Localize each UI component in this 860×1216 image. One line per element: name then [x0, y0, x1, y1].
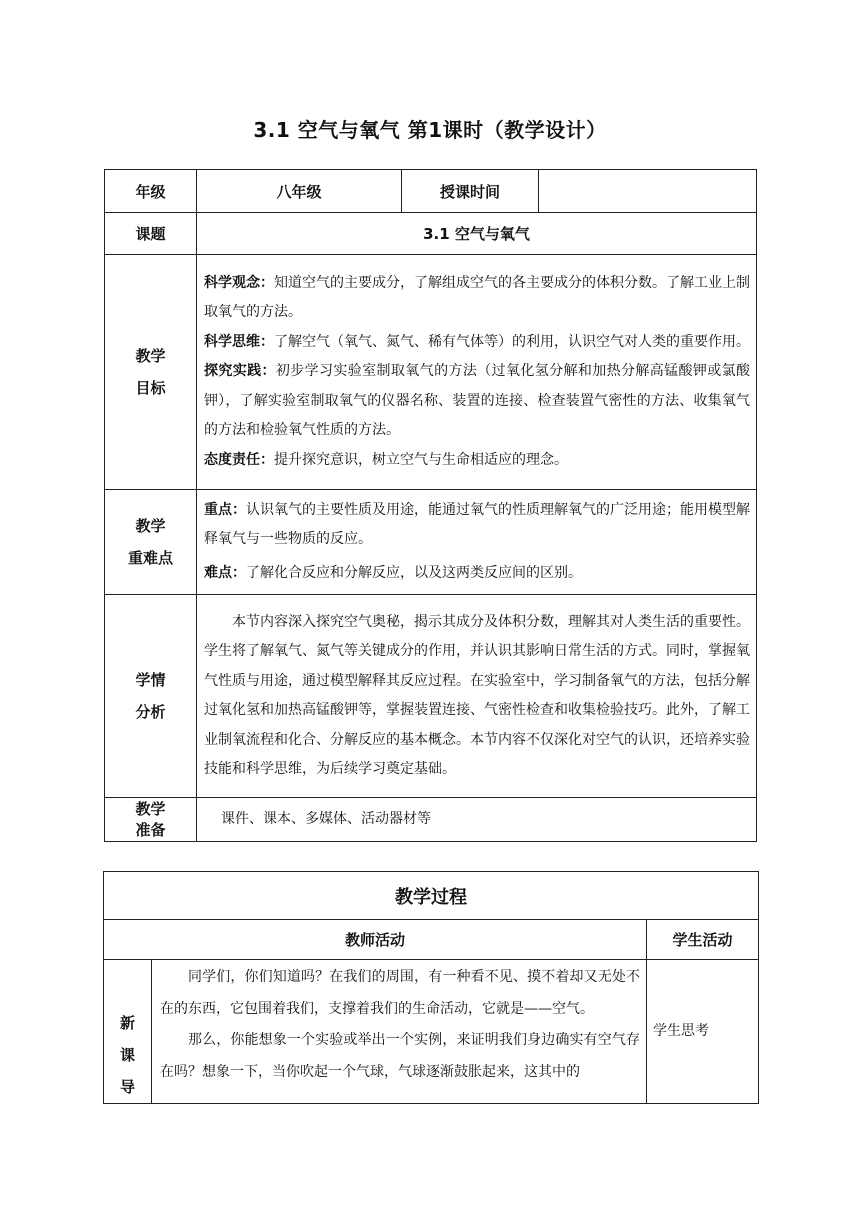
objective-item: 科学观念：知道空气的主要成分，了解组成空气的各主要成分的体积分数。了解工业上制取氧气的方法。: [204, 274, 750, 321]
teacher-paragraph: 同学们，你们知道吗？在我们的周围，有一种看不见、摸不着却又无处不在的东西，它包围着我们，支撑着我们的生命活动，它就是——空气。: [160, 969, 640, 1017]
analysis-label: 学情 分析: [105, 595, 197, 798]
student-activity-content: 学生思考: [647, 960, 759, 1104]
document-title: 3.1 空气与氧气 第1课时（教学设计）: [253, 118, 607, 142]
key-point-item: 重点：认识氧气的主要性质及用途，能通过氧气的性质理解氧气的广泛用途；能用模型解释氧气与一些物质的反应。: [204, 501, 750, 548]
topic-value: 3.1 空气与氧气: [197, 213, 757, 255]
objective-item: 科学思维：了解空气（氧气、氮气、稀有气体等）的利用，认识空气对人类的重要作用。: [204, 333, 750, 350]
grade-label: 年级: [105, 170, 197, 213]
time-label: 授课时间: [402, 170, 539, 213]
lesson-info-table: [104, 169, 757, 842]
teacher-activity-header: 教师活动: [104, 920, 647, 960]
difficulty-item: 难点：了解化合反应和分解反应，以及这两类反应间的区别。: [204, 564, 582, 581]
objective-item: 态度责任：提升探究意识，树立空气与生命相适应的理念。: [204, 451, 568, 468]
preparation-content: 课件、课本、多媒体、活动器材等: [197, 798, 757, 842]
objectives-label: 教学 目标: [105, 255, 197, 490]
key-points-content: [197, 490, 757, 595]
student-activity-header: 学生活动: [647, 920, 759, 960]
grade-value: 八年级: [197, 170, 402, 213]
preparation-label: 教学 准备: [105, 798, 197, 842]
topic-label: 课题: [105, 213, 197, 255]
objective-item: 探究实践：初步学习实验室制取氧气的方法（过氧化氢分解和加热分解高锰酸钾或氯酸钾），了解实验室制取氧气的仪器名称、装置的连接、检查装置气密性的方法、收集氧气的方法和检验氧气性质的方法。: [204, 363, 751, 439]
teacher-paragraph: 那么，你能想象一个实验或举出一个实例，来证明我们身边确实有空气存在吗？想象一下，当你吹起一个气球，气球逐渐鼓胀起来，这其中的: [160, 1032, 640, 1080]
teaching-process-table: [103, 871, 759, 1104]
analysis-text: 本节内容深入探究空气奥秘，揭示其成分及体积分数，理解其对人类生活的重要性。学生将了解氧气、氮气等关键成分的作用，并认识其影响日常生活的方式。同时，掌握氧气性质与用途，通过模型解释其反应过程。在实验室中，学习制备氧气的方法，包括分解过氧化氢和加热高锰酸钾等，掌握装置连接、气密性检查和收集检验技巧。此外，了解工业制氧流程和化合、分解反应的基本概念。本节内容不仅深化对空气的认识，还培养实验技能和科学思维，为后续学习奠定基础。: [204, 613, 750, 777]
key-points-label: 教学 重难点: [105, 490, 197, 595]
teacher-activity-content: [152, 960, 647, 1104]
process-title: 教学过程: [104, 872, 759, 920]
time-value: [539, 170, 757, 213]
section-label-new-lesson: 新 课 导: [104, 960, 152, 1104]
objectives-content: [197, 255, 757, 490]
analysis-content: [197, 595, 757, 798]
